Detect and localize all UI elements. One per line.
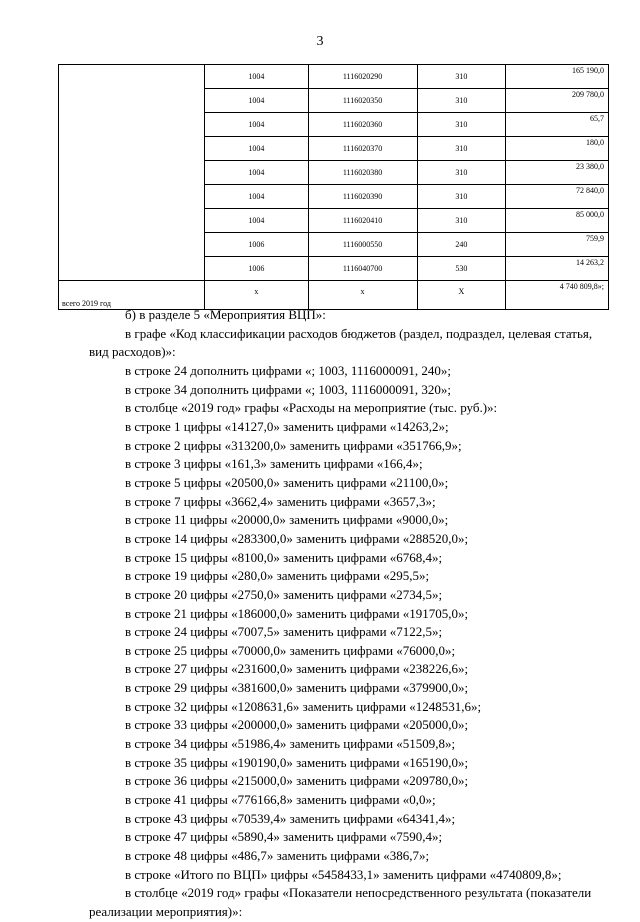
- table-cell-c2: 1116020360: [308, 113, 417, 137]
- text-paragraph: в столбце «2019 год» графы «Показатели непосредственного результата (показатели реализации мероприятия)»:: [89, 885, 592, 919]
- text-paragraph: в строке 7 цифры «3662,4» заменить цифрами «3657,3»;: [125, 493, 436, 509]
- table-cell-c4: 759,9: [506, 233, 609, 257]
- table-cell-c1: 1004: [205, 161, 308, 185]
- table-cell-c3: 240: [417, 233, 506, 257]
- table-cell-c2: 1116020290: [308, 65, 417, 89]
- table-cell-c1: 1004: [205, 137, 308, 161]
- budget-table: [58, 64, 609, 310]
- table-cell-c4: 23 380,0: [506, 161, 609, 185]
- page-number: 3: [316, 34, 324, 49]
- text-paragraph: в строке 33 цифры «200000,0» заменить цифрами «205000,0»;: [125, 717, 469, 733]
- table-cell-c2: 1116000550: [308, 233, 417, 257]
- amendment-text: [89, 306, 609, 922]
- total-cell-label: всего 2019 год: [59, 281, 205, 310]
- table-cell-c4: 180,0: [506, 137, 609, 161]
- table-cell-c1: 1006: [205, 233, 308, 257]
- text-paragraph: в строке 1 цифры «14127,0» заменить цифрами «14263,2»;: [125, 418, 449, 434]
- table-cell-c4: 165 190,0: [506, 65, 609, 89]
- table-cell-c2: 1116020390: [308, 185, 417, 209]
- table-cell-c3: 310: [417, 113, 506, 137]
- text-paragraph: б) в разделе 5 «Мероприятия ВЦП»:: [125, 307, 326, 322]
- text-paragraph: в строке «Итого по ВЦП» цифры «5458433,1» заменить цифрами «4740809,8»;: [125, 866, 562, 882]
- table-row: [59, 65, 609, 89]
- table-cell-c4: 72 840,0: [506, 185, 609, 209]
- table-cell-c4: 14 263,2: [506, 257, 609, 281]
- table-cell-c3: 310: [417, 65, 506, 89]
- text-paragraph: в строке 47 цифры «5890,4» заменить цифрами «7590,4»;: [125, 829, 443, 845]
- table-cell-c1: 1006: [205, 257, 308, 281]
- text-paragraph: в строке 20 цифры «2750,0» заменить цифрами «2734,5»;: [125, 586, 443, 602]
- table-cell-c4: 209 780,0: [506, 89, 609, 113]
- table-cell-c3: 310: [417, 137, 506, 161]
- table-cell-c1: 1004: [205, 89, 308, 113]
- row-label-cell: [59, 65, 205, 281]
- table-cell-c3: 310: [417, 161, 506, 185]
- text-paragraph: в столбце «2019 год» графы «Расходы на мероприятие (тыс. руб.)»:: [125, 400, 498, 416]
- table-cell-c3: 310: [417, 209, 506, 233]
- text-paragraph: в строке 5 цифры «20500,0» заменить цифрами «21100,0»;: [125, 474, 449, 490]
- text-paragraph: в строке 41 цифры «776166,8» заменить цифрами «0,0»;: [125, 792, 436, 808]
- table-cell-c2: 1116020370: [308, 137, 417, 161]
- table-cell-c1: 1004: [205, 185, 308, 209]
- table-cell-c4: 65,7: [506, 113, 609, 137]
- table-cell-c3: 310: [417, 185, 506, 209]
- total-cell-c1: x: [205, 281, 308, 310]
- text-paragraph: в строке 11 цифры «20000,0» заменить цифрами «9000,0»;: [125, 512, 449, 528]
- total-cell-c2: x: [308, 281, 417, 310]
- table-cell-c2: 1116020410: [308, 209, 417, 233]
- table-cell-c2: 1116040700: [308, 257, 417, 281]
- text-paragraph: в строке 25 цифры «70000,0» заменить цифрами «76000,0»;: [125, 642, 456, 658]
- text-paragraph: в строке 48 цифры «486,7» заменить цифрами «386,7»;: [125, 848, 430, 864]
- table-cell-c1: 1004: [205, 65, 308, 89]
- text-paragraph: в строке 14 цифры «283300,0» заменить цифрами «288520,0»;: [125, 530, 469, 546]
- text-paragraph: в строке 24 цифры «7007,5» заменить цифрами «7122,5»;: [125, 624, 443, 640]
- table-cell-c2: 1116020380: [308, 161, 417, 185]
- text-paragraph: в строке 19 цифры «280,0» заменить цифрами «295,5»;: [125, 568, 430, 584]
- text-paragraph: в строке 27 цифры «231600,0» заменить цифрами «238226,6»;: [125, 661, 469, 677]
- text-paragraph: в строке 2 цифры «313200,0» заменить цифрами «351766,9»;: [125, 437, 462, 453]
- total-cell-c3: X: [417, 281, 506, 310]
- text-paragraph: в строке 34 дополнить цифрами «; 1003, 1116000091, 320»;: [125, 381, 451, 397]
- total-cell-c4: 4 740 809,8»;: [506, 281, 609, 310]
- text-paragraph: в строке 21 цифры «186000,0» заменить цифрами «191705,0»;: [125, 605, 469, 621]
- table-cell-c1: 1004: [205, 209, 308, 233]
- table-cell-c3: 310: [417, 89, 506, 113]
- text-paragraph: в строке 32 цифры «1208631,6» заменить цифрами «1248531,6»;: [125, 698, 482, 714]
- table-cell-c4: 85 000,0: [506, 209, 609, 233]
- text-paragraph: в строке 3 цифры «161,3» заменить цифрами «166,4»;: [125, 456, 423, 472]
- table-cell-c2: 1116020350: [308, 89, 417, 113]
- text-paragraph: в строке 24 дополнить цифрами «; 1003, 1116000091, 240»;: [125, 362, 451, 378]
- text-paragraph: в строке 34 цифры «51986,4» заменить цифрами «51509,8»;: [125, 736, 456, 752]
- text-paragraph: в строке 35 цифры «190190,0» заменить цифрами «165190,0»;: [125, 754, 469, 770]
- text-paragraph: в строке 15 цифры «8100,0» заменить цифрами «6768,4»;: [125, 549, 443, 565]
- table-cell-c1: 1004: [205, 113, 308, 137]
- text-paragraph: в строке 29 цифры «381600,0» заменить цифрами «379900,0»;: [125, 680, 469, 696]
- text-paragraph: в строке 43 цифры «70539,4» заменить цифрами «64341,4»;: [125, 810, 456, 826]
- table-cell-c3: 530: [417, 257, 506, 281]
- text-paragraph: в строке 36 цифры «215000,0» заменить цифрами «209780,0»;: [125, 773, 469, 789]
- text-paragraph: в графе «Код классификации расходов бюджетов (раздел, подраздел, целевая статья, вид расходов)»:: [89, 325, 593, 360]
